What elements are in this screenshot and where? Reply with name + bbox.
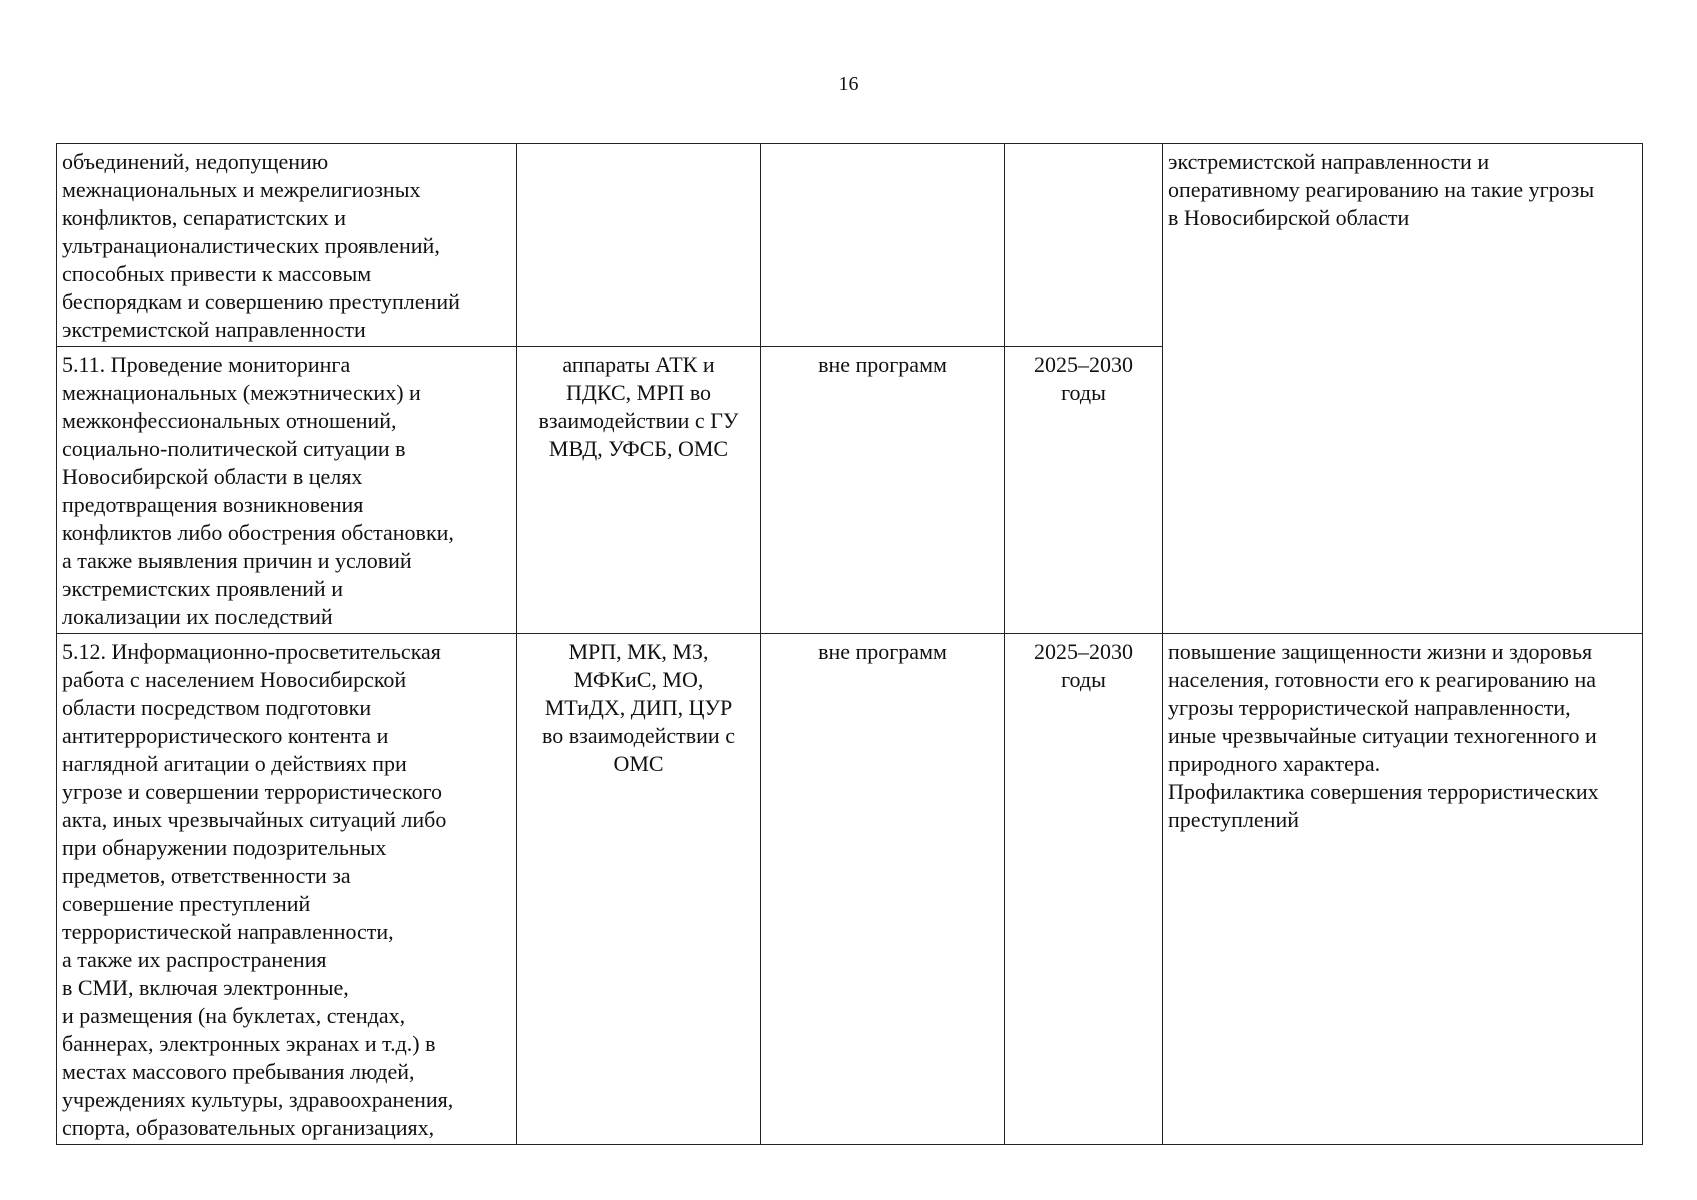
table-row bbox=[57, 634, 1643, 1145]
funding-cell bbox=[761, 144, 1005, 347]
measures-table bbox=[56, 143, 1643, 1145]
page-number: 16 bbox=[838, 73, 859, 95]
period-cell bbox=[1005, 144, 1163, 347]
funding-text: вне программ bbox=[818, 352, 947, 377]
activity-text: 5.11. Проведение мониторинга межнациональных (межэтнических) и межконфессиональных отношений, социально-политической ситуации в Новосибирской области в целях предотвращения возникновения конфликтов либо обострения обстановки, а также выявления причин и условий экстремистских проявлений и локализации их последствий bbox=[62, 352, 454, 629]
funding-cell bbox=[761, 347, 1005, 634]
responsible-cell bbox=[517, 347, 761, 634]
responsible-text: аппараты АТК и ПДКС, МРП во взаимодействии с ГУ МВД, УФСБ, ОМС bbox=[538, 352, 739, 461]
responsible-cell bbox=[517, 634, 761, 1145]
activity-cell bbox=[57, 634, 517, 1145]
period-text: 2025–2030 годы bbox=[1034, 639, 1133, 692]
result-paragraph: Профилактика совершения террористических преступлений bbox=[1168, 779, 1599, 832]
result-paragraph: повышение защищенности жизни и здоровья населения, готовности его к реагированию на угрозы террористической направленности, иные чрезвычайные ситуации техногенного и природного характера. bbox=[1168, 639, 1597, 776]
activity-text: 5.12. Информационно-просветительская работа с населением Новосибирской области посредством подготовки антитеррористического контента и наглядной агитации о действиях при угрозе и совершении террористического акта, иных чрезвычайных ситуаций либо при обнаружении подозрительных предметов, ответственности за совершение преступлений террористической направленности, а также их распространения в СМИ, включая электронные, и размещения (на буклетах, стендах, баннерах, электронных экранах и т.д.) в местах массового пребывания людей, учреждениях культуры, здравоохранения, спорта, образовательных организациях, bbox=[62, 639, 454, 1140]
activity-cell bbox=[57, 144, 517, 347]
activity-text: объединений, недопущению межнациональных и межрелигиозных конфликтов, сепаратистских и ультранационалистических проявлений, способных привести к массовым беспорядкам и совершению преступлений экстремистской направленности bbox=[62, 149, 460, 342]
responsible-text: МРП, МК, МЗ, МФКиС, МО, МТиДХ, ДИП, ЦУР во взаимодействии с ОМС bbox=[542, 639, 735, 776]
result-cell bbox=[1163, 144, 1643, 634]
period-cell bbox=[1005, 347, 1163, 634]
result-text: экстремистской направленности и оперативному реагированию на такие угрозы в Новосибирской области bbox=[1168, 149, 1595, 230]
funding-cell bbox=[761, 634, 1005, 1145]
period-text: 2025–2030 годы bbox=[1034, 352, 1133, 405]
responsible-cell bbox=[517, 144, 761, 347]
activity-cell bbox=[57, 347, 517, 634]
period-cell bbox=[1005, 634, 1163, 1145]
result-cell bbox=[1163, 634, 1643, 1145]
table-row bbox=[57, 144, 1643, 347]
funding-text: вне программ bbox=[818, 639, 947, 664]
